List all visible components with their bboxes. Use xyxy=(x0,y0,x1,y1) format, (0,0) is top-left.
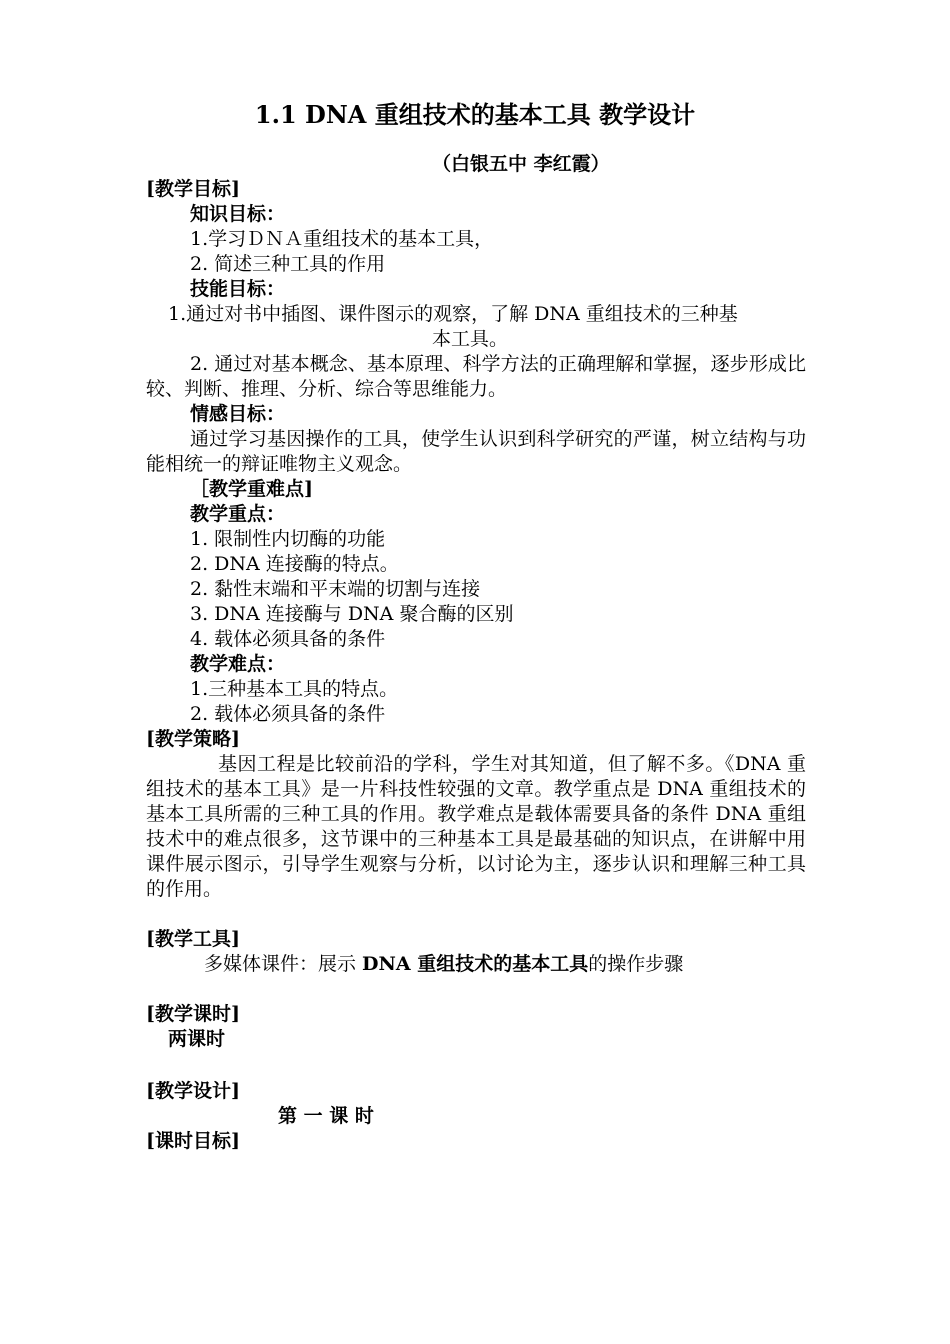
skill-item-2: 2. 通过对基本概念、基本原理、科学方法的正确理解和掌握，逐步形成比较、判断、推理、分析、综合等思维能力。 xyxy=(146,353,806,400)
key-item-5: 4. 载体必须具备的条件 xyxy=(190,628,386,650)
strategy-heading: [教学策略] xyxy=(146,728,240,750)
strategy-text: 基因工程是比较前沿的学科，学生对其知道，但了解不多。《DNA 重组技术的基本工具》是一片科技性较强的文章。教学重点是 DNA 重组技术的基本工具所需的三种工具的作用。教学难点是载体需要具备的条件 DNA 重组技术中的难点很多，这节课中的三种基本工具是最基础的知识点，在讲解中用课件展示图示，引导学生观察与分析，以讨论为主，逐步认识和理解三种工具的作用。 xyxy=(146,753,806,900)
tools-line xyxy=(204,952,683,977)
teaching-difficulty-heading: 教学难点： xyxy=(190,653,286,675)
key-item-4: 3. DNA 连接酶与 DNA 聚合酶的区别 xyxy=(190,603,514,625)
key-item-3: 2. 黏性末端和平末端的切割与连接 xyxy=(190,578,481,600)
key-item-2: 2. DNA 连接酶的特点。 xyxy=(190,553,399,575)
design-heading: [教学设计] xyxy=(146,1080,240,1102)
author-line: （白银五中 李红霞） xyxy=(432,153,610,175)
emotion-objectives-heading: 情感目标： xyxy=(190,403,286,425)
tools-bold-text: DNA 重组技术的基本工具 xyxy=(362,953,589,975)
first-lesson-heading: 第 一 课 时 xyxy=(278,1105,374,1127)
emotion-text: 通过学习基因操作的工具，使学生认识到科学研究的严谨，树立结构与功能相统一的辩证唯物主义观念。 xyxy=(146,428,806,475)
objectives-heading: [教学目标] xyxy=(146,178,240,200)
document-title: 1.1 DNA 重组技术的基本工具 教学设计 xyxy=(254,100,696,129)
lesson-goal-heading: [课时目标] xyxy=(146,1130,240,1152)
hours-value: 两课时 xyxy=(168,1028,226,1050)
knowledge-item-1: 1.学习ＤＮＡ重组技术的基本工具， xyxy=(190,228,494,250)
tools-heading: [教学工具] xyxy=(146,928,240,950)
key-points-heading: ［教学重难点] xyxy=(190,478,313,500)
skill-item-1-line-a: 1.通过对书中插图、课件图示的观察，了解 DNA 重组技术的三种基 xyxy=(168,303,738,325)
knowledge-item-2: 2. 简述三种工具的作用 xyxy=(190,253,386,275)
difficulty-item-2: 2. 载体必须具备的条件 xyxy=(190,703,386,725)
tools-prefix: 多媒体课件：展示 xyxy=(204,953,363,975)
key-item-1: 1. 限制性内切酶的功能 xyxy=(190,528,386,550)
teaching-key-heading: 教学重点： xyxy=(190,503,286,525)
skill-objectives-heading: 技能目标： xyxy=(190,278,286,300)
tools-suffix: 的操作步骤 xyxy=(588,953,684,975)
hours-heading: [教学课时] xyxy=(146,1003,240,1025)
skill-item-1-line-b: 本工具。 xyxy=(432,328,509,350)
knowledge-objectives-heading: 知识目标： xyxy=(190,203,286,225)
difficulty-item-1: 1.三种基本工具的特点。 xyxy=(190,678,399,700)
